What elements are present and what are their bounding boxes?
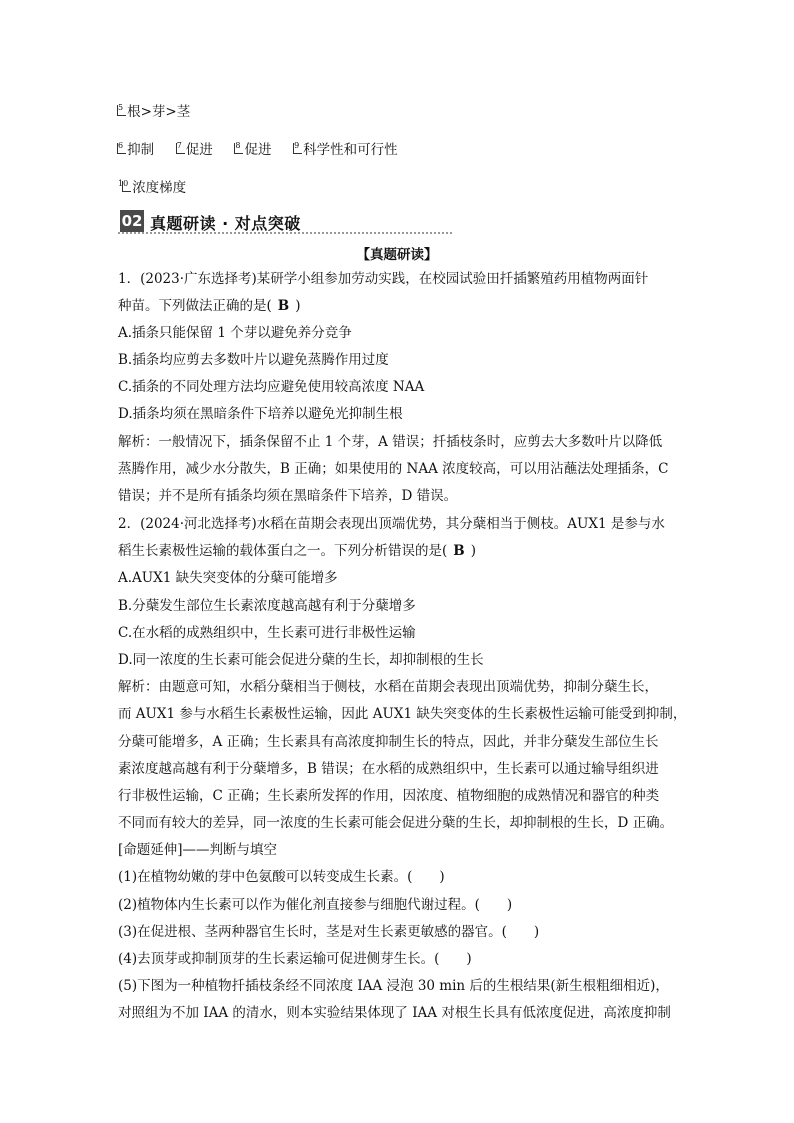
extension-heading: [命题延伸]——判断与填空 — [118, 842, 278, 858]
answer-text: 科学性和可行性 — [303, 142, 398, 158]
q2-explanation-4: 素浓度越高越有利于分蘖增多，B 错误；在水稻的成熟组织中，生长素可以通过输导组织进 — [118, 761, 659, 777]
q1-explanation-2: 蒸腾作用，减少水分散失，B 正确；如果使用的 NAA 浓度较高，可以用沾蘸法处理插条，C — [118, 461, 669, 477]
extension-item-5: (5)下图为一种植物扦插枝条经不同浓度 IAA 浸泡 30 min 后的生根结果(新生根粗细相近)， — [118, 978, 669, 994]
answer-text: 根>芽>茎 — [127, 104, 191, 120]
blank-number: 9 — [294, 141, 300, 150]
q2-stem: 2．(2024·河北选择考)水稻在苗期会表现出顶端优势，其分蘖相当于侧枝。AUX1 是参与水 — [118, 516, 665, 532]
q2-stem-2 — [118, 542, 476, 560]
blank-number: 10 — [118, 179, 129, 188]
q2-explanation-1: 解析：由题意可知，水稻分蘖相当于侧枝，水稻在苗期会表现出顶端优势，抑制分蘖生长， — [118, 679, 658, 695]
q2-option-d: D.同一浓度的生长素可能会促进分蘖的生长，却抑制根的生长 — [118, 652, 484, 668]
q1-explanation-1: 解析：一般情况下，插条保留不止 1 个芽，A 错误；扦插枝条时，应剪去大多数叶片以降低 — [118, 434, 663, 450]
q2-explanation-6: 不同而有较大的差异，同一浓度的生长素可能会促进分蘖的生长，却抑制根的生长，D 正确。 — [118, 815, 674, 831]
section-header — [118, 208, 452, 234]
answer-line-5 — [118, 103, 190, 123]
blank-number: 7 — [176, 141, 182, 150]
q2-paren: ) — [470, 543, 476, 559]
answer-text: 浓度梯度 — [132, 180, 187, 196]
q2-option-b: B.分蘖发生部位生长素浓度越高越有利于分蘖增多 — [118, 598, 416, 614]
extension-item-4: (4)去顶芽或抑制顶芽的生长素运输可促进侧芽生长。( ) — [118, 951, 472, 967]
extension-item-5-cont: 对照组为不加 IAA 的清水，则本实验结果体现了 IAA 对根生长具有低浓度促进，高浓度抑制 — [118, 1005, 671, 1021]
extension-item-1: (1)在植物幼嫩的芽中色氨酸可以转变成生长素。( ) — [118, 869, 445, 885]
q1-stem-2 — [118, 297, 300, 315]
answer-text: 促进 — [244, 142, 272, 158]
answer-text: 抑制 — [127, 142, 155, 158]
section-number-badge: 02 — [121, 212, 143, 230]
subheading: 【真题研读】 — [356, 247, 438, 263]
q1-stem-text: 种苗。下列做法正确的是( — [118, 298, 272, 314]
extension-item-2: (2)植物体内生长素可以作为催化剂直接参与细胞代谢过程。( ) — [118, 897, 513, 913]
q2-option-a: A.AUX1 缺失突变体的分蘖可能增多 — [118, 570, 338, 586]
answer-text: 促进 — [185, 142, 213, 158]
q1-option-b: B.插条均应剪去多数叶片以避免蒸腾作用过度 — [118, 352, 389, 368]
q1-option-c: C.插条的不同处理方法均应避免使用较高浓度 NAA — [118, 379, 425, 395]
extension-item-3: (3)在促进根、茎两种器官生长时，茎是对生长素更敏感的器官。( ) — [118, 924, 540, 940]
dotted-underline — [118, 232, 452, 234]
blank-number: 6 — [118, 141, 124, 150]
q2-option-c: C.在水稻的成熟组织中，生长素可进行非极性运输 — [118, 625, 416, 641]
blank-number: 5 — [118, 103, 124, 112]
answer-line-6-9 — [118, 141, 398, 161]
q2-answer: B — [453, 543, 465, 559]
q1-explanation-3: 错误；并不是所有插条均须在黑暗条件下培养，D 错误。 — [118, 488, 458, 504]
q2-stem-text: 稻生长素极性运输的载体蛋白之一。下列分析错误的是( — [118, 543, 448, 559]
blank-number: 8 — [235, 141, 241, 150]
section-title: 真题研读 · 对点突破 — [150, 214, 301, 233]
q1-stem: 1．(2023·广东选择考)某研学小组参加劳动实践，在校园试验田扦插繁殖药用植物两面针 — [118, 271, 649, 287]
q2-explanation-5: 行非极性运输，C 正确；生长素所发挥的作用，因浓度、植物细胞的成熟情况和器官的种类 — [118, 788, 660, 804]
q1-option-d: D.插条均须在黑暗条件下培养以避免光抑制生根 — [118, 406, 403, 422]
answer-line-10 — [118, 179, 186, 199]
q2-explanation-3: 分蘖可能增多，A 正确；生长素具有高浓度抑制生长的特点，因此，并非分蘖发生部位生长 — [118, 734, 659, 750]
q2-explanation-2: 而 AUX1 参与水稻生长素极性运输，因此 AUX1 缺失突变体的生长素极性运输可能受到抑制， — [118, 706, 687, 722]
q1-paren: ) — [295, 298, 301, 314]
q1-answer: B — [277, 298, 290, 314]
q1-option-a: A.插条只能保留 1 个芽以避免养分竞争 — [118, 325, 352, 341]
